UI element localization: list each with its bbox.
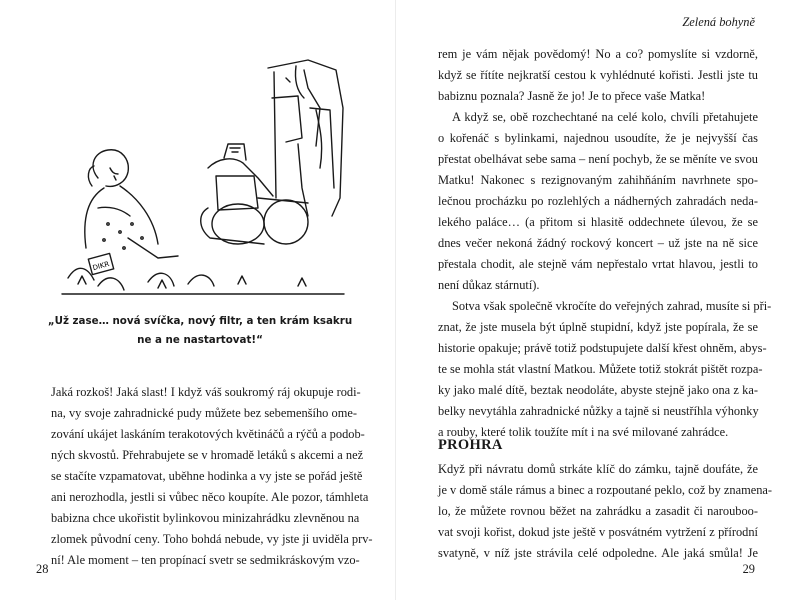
text-line: ní! Ale moment – ten propínací svetr se sedmikráskovým vzo- <box>51 553 360 567</box>
text-line: historie opakuje; právě totiž podstupujete další křest ohněm, abys- <box>438 341 767 355</box>
text-line: se stačíte vzpamatovat, uběhne hodinka a vy jste se pořád ještě <box>51 469 363 483</box>
text-line: na, vy svoje zahradnické pudy můžete bez sebemenšího ome- <box>51 406 357 420</box>
left-page <box>0 0 395 600</box>
text-line: přestala chodit, ale stejně vám nepřestalo vrtat hlavou, jestli to <box>438 257 758 271</box>
page-number-right: 29 <box>742 562 755 576</box>
text-line: lekého paláce… (a přitom si hlasitě oddechnete úlevou, že se <box>438 215 758 229</box>
text-line: a rouby, které tolik toužíte mít i na své milované zahrádce. <box>438 425 729 439</box>
right-page <box>396 0 791 600</box>
right-paragraph-after-heading <box>438 459 773 564</box>
text-line: rem je vám nějak povědomý! No a co? pomyslíte si vzdorně, <box>438 47 758 61</box>
text-line: ných skvostů. Přehrabujete se v hromadě letáků s akcemi a než <box>51 448 364 462</box>
text-line: když se řítíte nejkratší cestou k vyhlédnuté kořisti. Jestli jste tu <box>438 68 758 82</box>
text-line: ani nerozhodla, jestli si vůbec něco koupíte. Ale pozor, támhleta <box>51 490 369 504</box>
right-text-block <box>438 44 772 443</box>
text-line: je v domě stále rámus a binec a rozpoutané peklo, což by znamena- <box>438 483 773 497</box>
text-line: lo, že můžete rovnou běžet na zahrádku a zasadit či narouboo- <box>438 504 758 518</box>
text-line: A když se, obě rozchechtané na celé kolo, chvíli přetahujete <box>452 110 758 124</box>
page-number-left: 28 <box>36 562 49 576</box>
illustration-box-label: DIKR <box>91 260 111 273</box>
text-line: vat svoji kořist, dokud jste ještě v posvátném vytržení z přírodní <box>438 525 758 539</box>
text-line: Matku! Nakonec s rezignovaným zahihňáním navrhnete spo- <box>438 173 758 187</box>
illustration-caption-line1: „Už zase… nová svíčka, nový filtr, a ten krám ksakru <box>47 315 353 327</box>
text-line: o kořenáč s bylinkami, najednou usoudíte, že je nejvyšší čas <box>438 131 758 145</box>
text-line: zování ukájet laskáním terakotových květináčů a rýčů a podob- <box>51 427 365 441</box>
text-line: Sotva však společně vkročíte do veřejných zahrad, musíte si při- <box>452 299 772 313</box>
text-line: znat, že jste musela být úplně stupidní, když jste popírala, že se <box>438 320 758 334</box>
cartoon-illustration <box>58 48 348 300</box>
text-line: babizna chce ukořistit bylinkovou minizahrádku zlevněnou na <box>51 511 360 525</box>
text-line: Jaká rozkoš! Jaká slast! I když váš soukromý ráj okupuje rodi- <box>51 385 361 399</box>
text-line: ky jako malé dítě, beztak neodoláte, abyste stejně jako ona z ka- <box>438 383 758 397</box>
text-line: přestat obelhávat sebe sama – není pochyb, že se měníte ve svou <box>438 152 758 166</box>
text-line: te se mohla stát vlastní Matkou. Můžete totiž stokrát pištět rozpa- <box>438 362 763 376</box>
left-paragraph <box>37 382 373 571</box>
text-line: lečnou procházku po rozlehlých a nádherných zahradách neda- <box>438 194 758 208</box>
text-line: dnes večer nekoná žádný rockový koncert – už jste na ně sice <box>438 236 758 250</box>
running-header: Zelená bohyně <box>682 15 755 29</box>
text-line: belky nevytáhla zahradnické nůžky a tajně si neustříhla výhonky <box>438 404 759 418</box>
text-line: není důkaz stárnutí). <box>438 278 540 292</box>
text-line: zlomek původní ceny. Toho bohdá nebude, vy jste ji uviděla prv- <box>51 532 373 546</box>
text-line: babiznu poznala? Jasně že jo! Je to přece vaše Matka! <box>438 89 706 103</box>
text-line: Když při návratu domů strkáte klíč do zámku, tajně doufáte, že <box>438 462 758 476</box>
section-heading: PROHRA <box>438 437 503 453</box>
text-line: svatyně, v níž jste strávila celé odpoledne. Ale jaká smůla! Je <box>438 546 758 560</box>
illustration-caption-line2: ne a ne nastartovat!“ <box>137 334 263 346</box>
